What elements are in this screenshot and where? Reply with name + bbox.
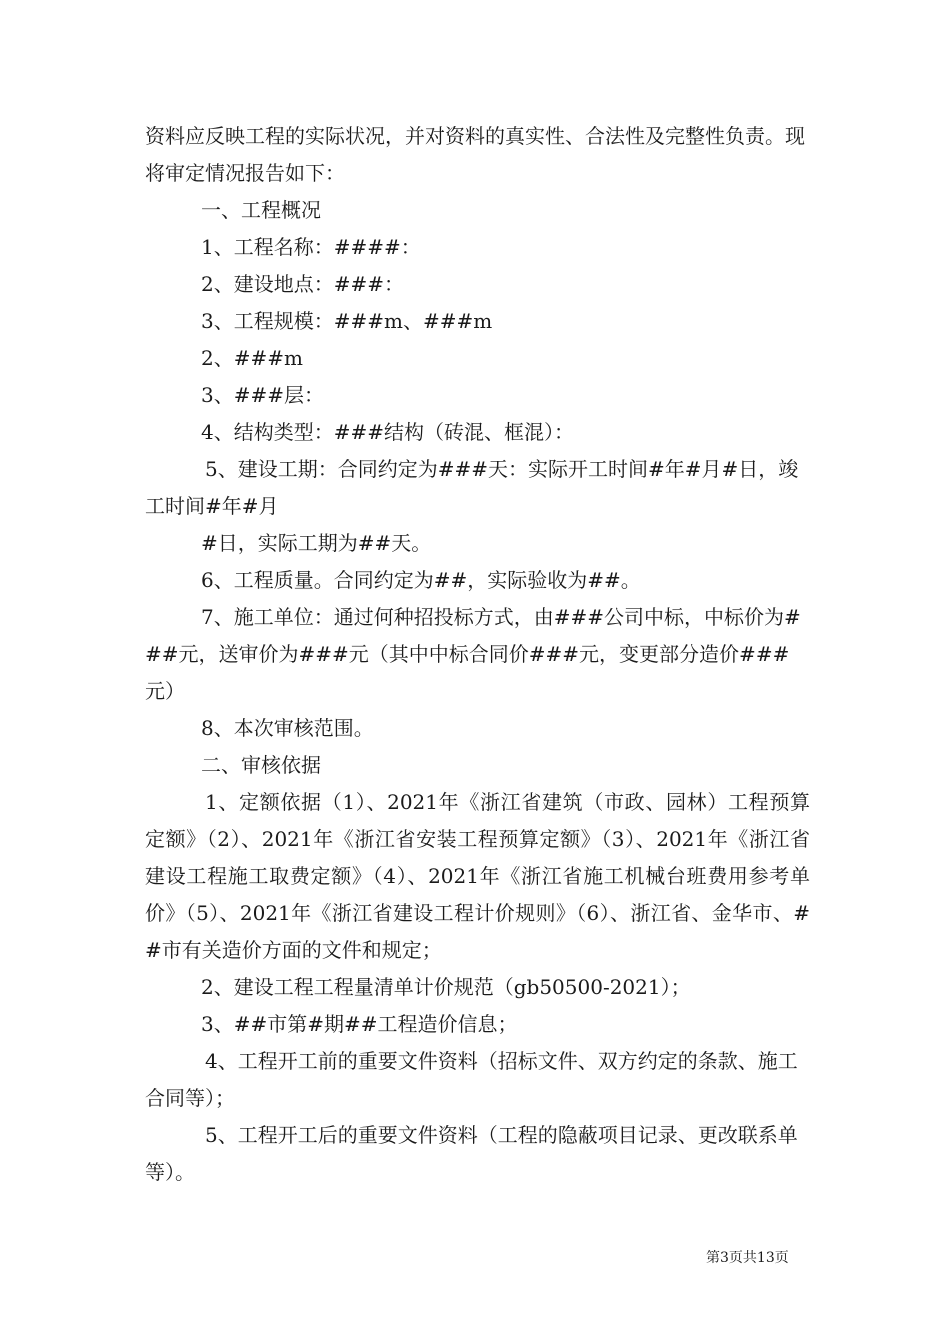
item-structure-type: 4、结构类型：###结构（砖混、框混）：	[201, 420, 574, 444]
heading-audit-basis: 二、审核依据	[201, 753, 321, 777]
item-contractor: 7、施工单位：通过何种招投标方式，由###公司中标，中标价为###元，送审价为###元（其中中标合同价###元，变更部分造价###元）	[145, 605, 801, 703]
item-audit-scope: 8、本次审核范围。	[201, 716, 374, 740]
document-body	[145, 118, 810, 1191]
item-construction-site: 2、建设地点：###：	[201, 272, 404, 296]
item-project-name: 1、工程名称：####：	[201, 235, 421, 259]
item-project-quality: 6、工程质量。合同约定为##，实际验收为##。	[201, 568, 641, 592]
item-area: 2、###m	[201, 346, 303, 370]
item-construction-period: 5、建设工期：合同约定为###天：实际开工时间#年#月#日，竣工时间#年#月	[145, 457, 799, 518]
page-number: 第3页共13页	[706, 1250, 789, 1266]
item-floors: 3、###层：	[201, 383, 324, 407]
item-post-construction-documents: 5、工程开工后的重要文件资料（工程的隐蔽项目记录、更改联系单等）。	[145, 1123, 798, 1184]
item-bill-of-quantities: 2、建设工程工程量清单计价规范（gb50500-2021）；	[201, 975, 691, 999]
item-actual-period: #日，实际工期为##天。	[201, 531, 432, 555]
paragraph-intro: 资料应反映工程的实际状况，并对资料的真实性、合法性及完整性负责。现将审定情况报告如下：	[145, 124, 805, 185]
item-project-scale: 3、工程规模：###m、###m	[201, 309, 493, 333]
heading-project-overview: 一、工程概况	[201, 198, 321, 222]
item-quota-basis: 1、定额依据（1）、2021年《浙江省建筑（市政、园林）工程预算定额》（2）、2021年《浙江省安装工程预算定额》（3）、2021年《浙江省建设工程施工取费定额》（4）、2021年《浙江省施工机械台班费用参考单价》（5）、2021年《浙江省建设工程计价规则》（6）、浙江省、金华市、##市有关造价方面的文件和规定；	[145, 790, 810, 962]
item-cost-information: 3、##市第#期##工程造价信息；	[201, 1012, 518, 1036]
item-pre-construction-documents: 4、工程开工前的重要文件资料（招标文件、双方约定的条款、施工合同等）；	[145, 1049, 798, 1110]
